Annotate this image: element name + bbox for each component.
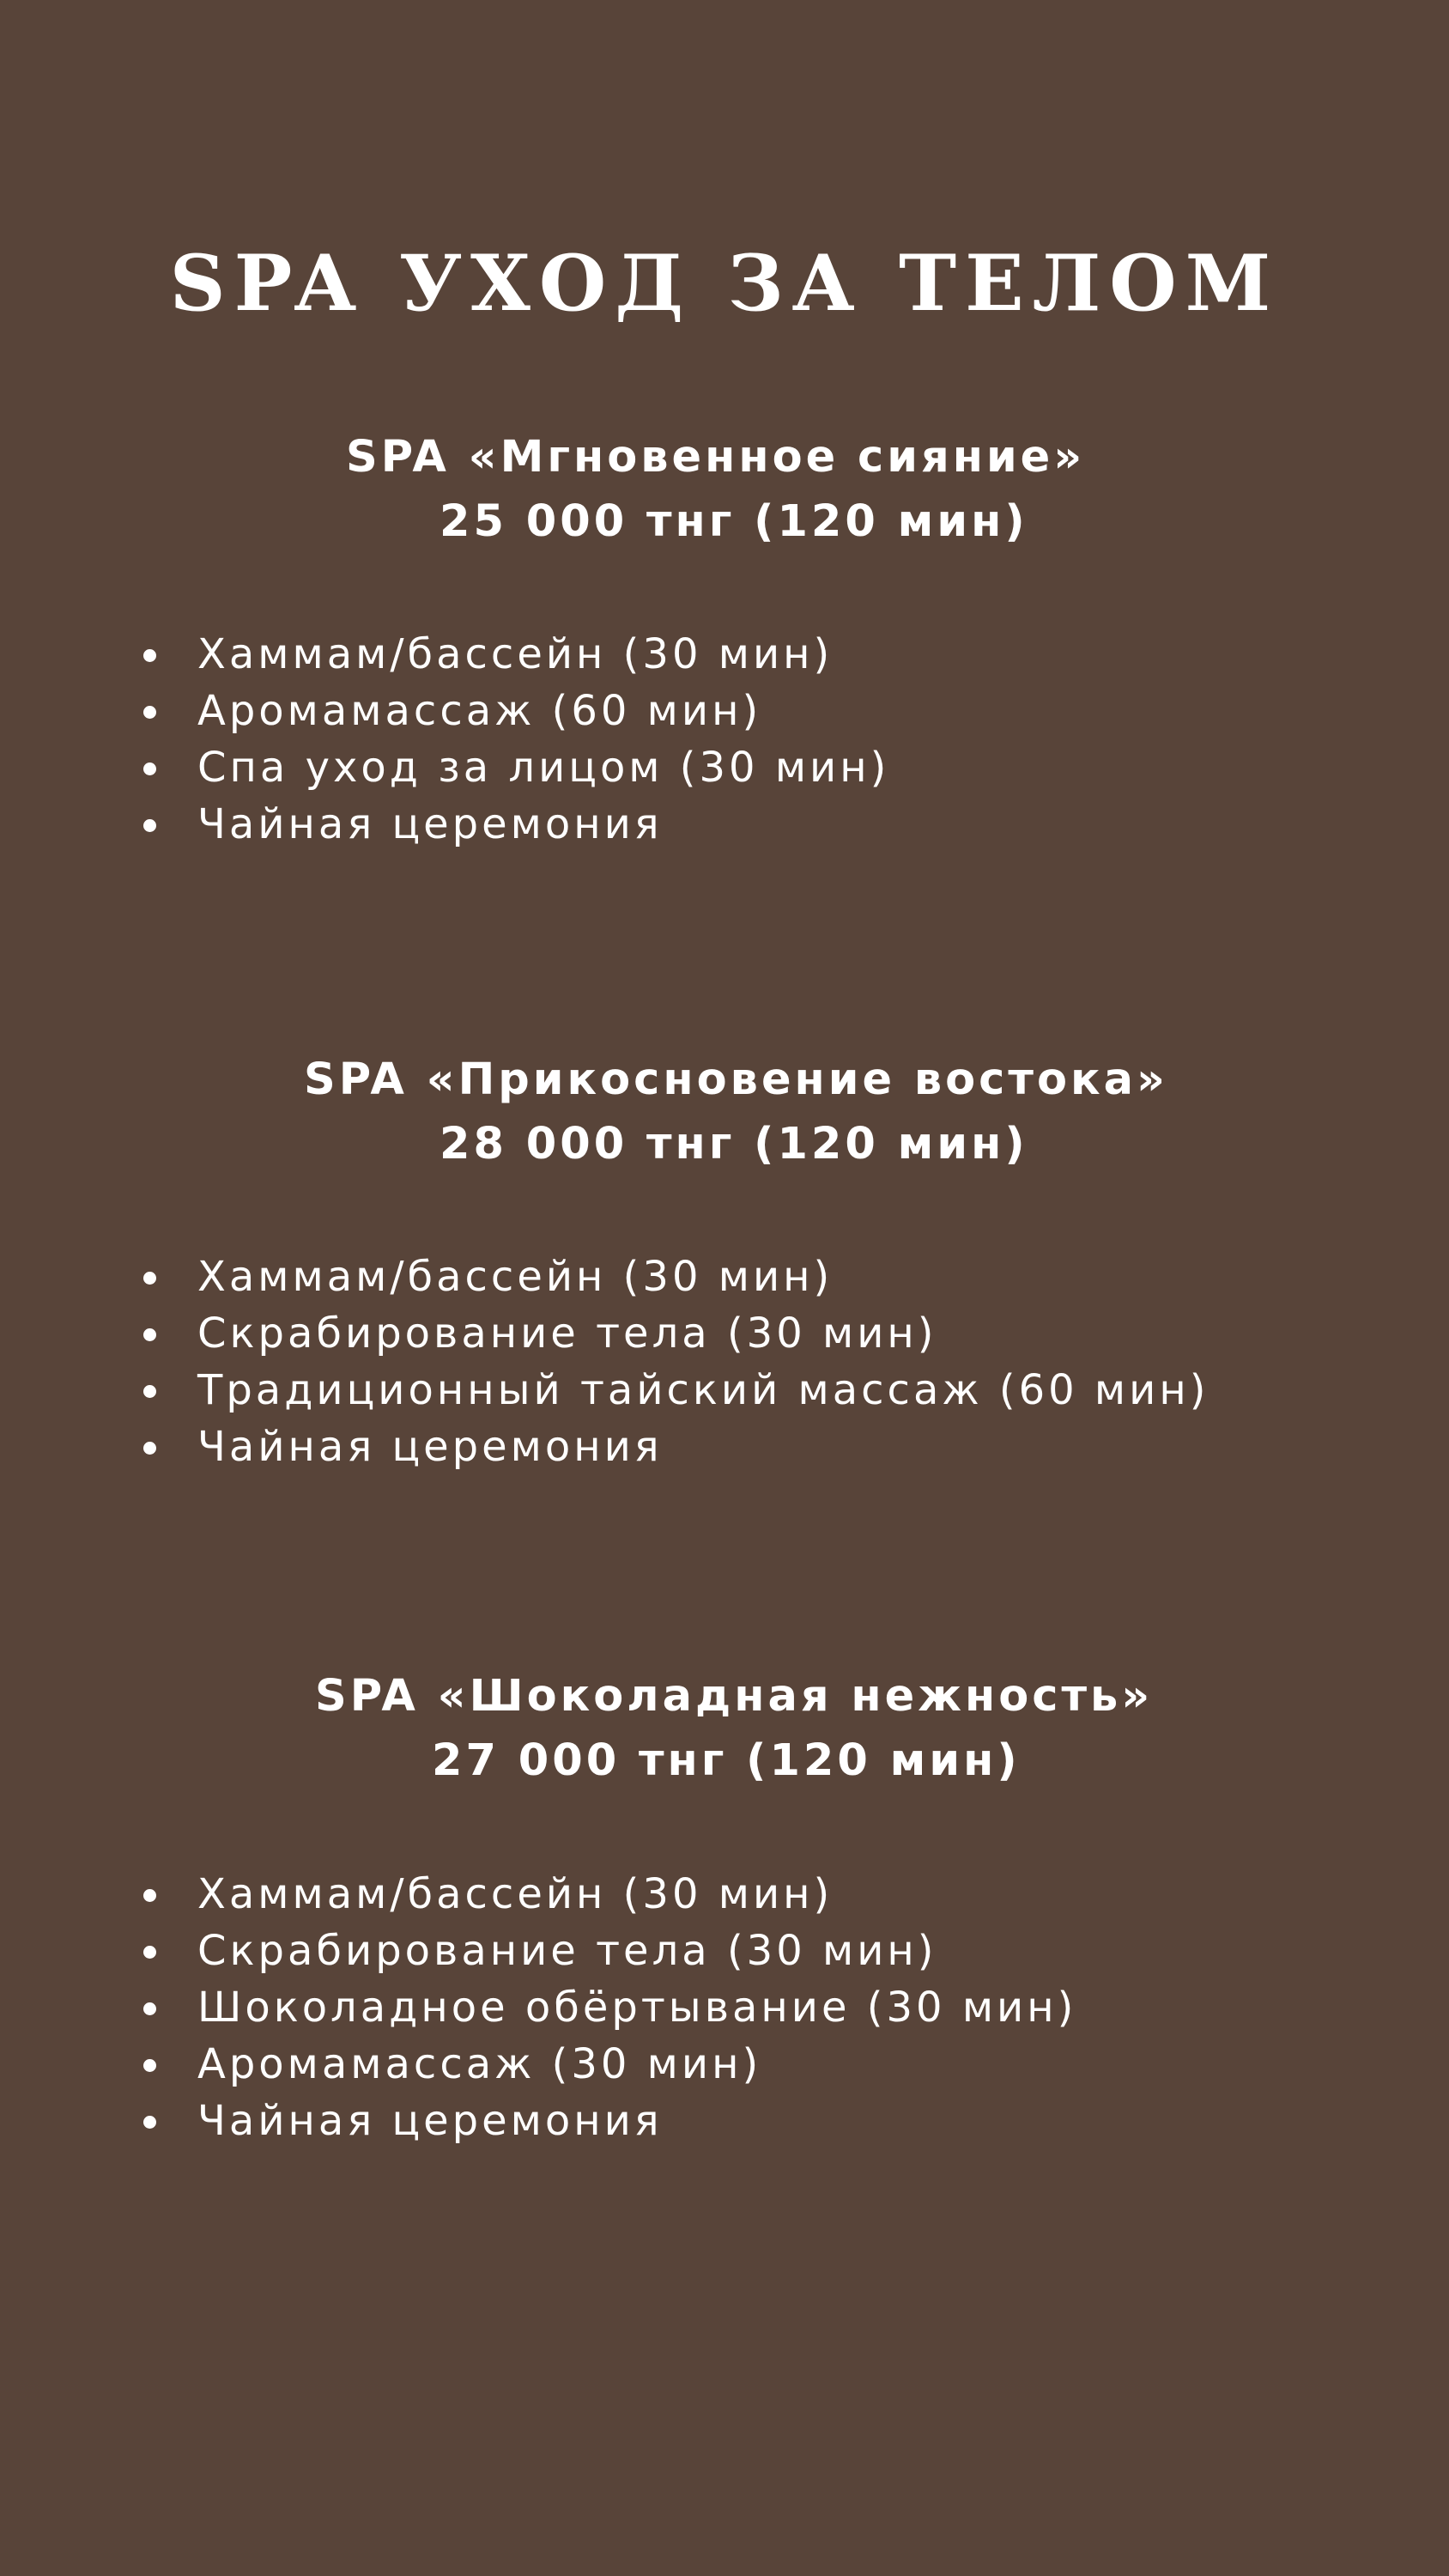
package-header bbox=[0, 425, 1449, 554]
list-item-text: Аромамассаж (30 мин) bbox=[197, 2040, 762, 2088]
package-name: SPA «Шоколадная нежность» bbox=[315, 1671, 1154, 1722]
bullet-icon bbox=[143, 1385, 156, 1398]
list-item-text: Хаммам/бассейн (30 мин) bbox=[197, 1253, 834, 1301]
list-item-text: Скрабирование тела (30 мин) bbox=[197, 1309, 937, 1358]
package-touch-of-east bbox=[0, 1048, 1449, 1471]
list-item-text: Шоколадное обёртывание (30 мин) bbox=[197, 1984, 1077, 2032]
package-price: 25 000 тнг (120 мин) bbox=[440, 496, 1028, 547]
list-item-text: Чайная церемония bbox=[197, 2097, 663, 2145]
package-name: SPA «Мгновенное сияние» bbox=[346, 432, 1086, 483]
package-price: 28 000 тнг (120 мин) bbox=[440, 1119, 1028, 1170]
package-name: SPA «Прикосновение востока» bbox=[304, 1054, 1168, 1105]
package-instant-glow bbox=[0, 425, 1449, 848]
bullet-icon bbox=[143, 819, 156, 832]
list-item-text: Скрабирование тела (30 мин) bbox=[197, 1927, 937, 1975]
bullet-icon bbox=[143, 762, 156, 775]
list-item-text: Хаммам/бассейн (30 мин) bbox=[197, 1870, 834, 1918]
bullet-icon bbox=[143, 2002, 156, 2015]
bullet-icon bbox=[143, 706, 156, 719]
bullet-icon bbox=[143, 1328, 156, 1341]
list-item-text: Аромамассаж (60 мин) bbox=[197, 687, 762, 735]
bullet-icon bbox=[143, 2059, 156, 2072]
bullet-icon bbox=[143, 1889, 156, 1902]
list-item-text: Спа уход за лицом (30 мин) bbox=[197, 744, 890, 792]
bullet-icon bbox=[143, 1442, 156, 1455]
bullet-icon bbox=[143, 1272, 156, 1285]
page-title: SPA УХОД ЗА ТЕЛОМ bbox=[169, 238, 1280, 329]
package-price: 27 000 тнг (120 мин) bbox=[432, 1735, 1021, 1786]
list-item-text: Традиционный тайский массаж (60 мин) bbox=[197, 1366, 1210, 1414]
bullet-icon bbox=[143, 649, 156, 662]
bullet-icon bbox=[143, 1946, 156, 1959]
package-header bbox=[0, 1664, 1449, 1793]
list-item-text: Чайная церемония bbox=[197, 1423, 663, 1471]
list-item-text: Хаммам/бассейн (30 мин) bbox=[197, 630, 834, 678]
package-header bbox=[0, 1048, 1449, 1176]
bullet-icon bbox=[143, 2116, 156, 2129]
list-item-text: Чайная церемония bbox=[197, 800, 663, 848]
package-chocolate-tenderness bbox=[0, 1664, 1449, 2145]
